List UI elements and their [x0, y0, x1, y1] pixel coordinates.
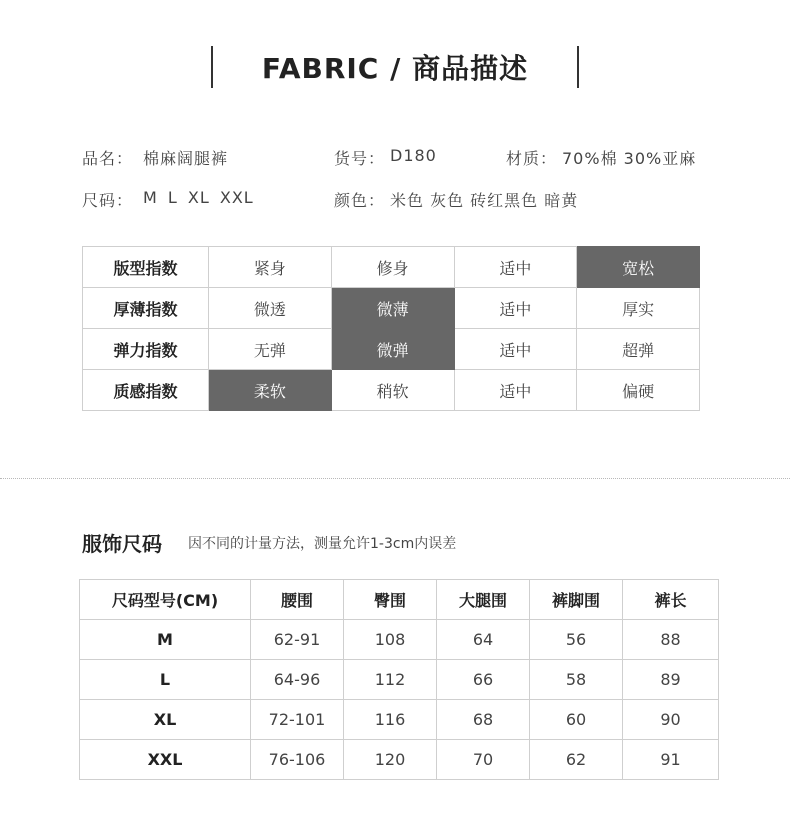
index-row: [83, 288, 700, 329]
index-option: 厚实: [577, 288, 700, 329]
size-chart-note: 因不同的计量方法，测量允许1-3cm内误差: [188, 536, 457, 552]
index-option: 适中: [454, 329, 577, 370]
size-column-header: 腰围: [251, 580, 344, 620]
measurement-cell: 89: [623, 660, 719, 700]
measurement-cell: 56: [530, 620, 623, 660]
size-code-cell: XXL: [80, 740, 251, 780]
size-code-cell: L: [80, 660, 251, 700]
measurement-cell: 116: [344, 700, 437, 740]
measurement-cell: 66: [437, 660, 530, 700]
measurement-cell: 88: [623, 620, 719, 660]
measurement-cell: 64: [437, 620, 530, 660]
index-option: 稍软: [331, 370, 454, 411]
measurement-cell: 108: [344, 620, 437, 660]
material-value: 70%棉 30%亚麻: [562, 149, 697, 168]
size-code-cell: XL: [80, 700, 251, 740]
measurement-cell: 72-101: [251, 700, 344, 740]
index-row: [83, 370, 700, 411]
size-header-row: [80, 580, 719, 620]
index-option: 超弹: [577, 329, 700, 370]
index-option: 紧身: [209, 247, 332, 288]
measurement-cell: 91: [623, 740, 719, 780]
index-option: 适中: [454, 370, 577, 411]
measurement-cell: 90: [623, 700, 719, 740]
size-row: [80, 660, 719, 700]
size-value: M L XL XXL: [143, 188, 254, 207]
measurement-cell: 120: [344, 740, 437, 780]
index-option: 偏硬: [577, 370, 700, 411]
index-option: 适中: [454, 247, 577, 288]
index-option: 适中: [454, 288, 577, 329]
index-option: 微透: [209, 288, 332, 329]
size-column-header: 尺码型号(CM): [80, 580, 251, 620]
index-option-selected: 微弹: [331, 329, 454, 370]
size-row: [80, 740, 719, 780]
measurement-cell: 60: [530, 700, 623, 740]
measurement-cell: 58: [530, 660, 623, 700]
size-chart-title: 服饰尺码: [82, 532, 162, 556]
material-label: 材质：: [506, 149, 558, 168]
size-code-cell: M: [80, 620, 251, 660]
size-column-header: 臀围: [344, 580, 437, 620]
color-value: 米色 灰色 砖红黑色 暗黄: [390, 191, 579, 210]
size-column-header: 裤长: [623, 580, 719, 620]
index-option-selected: 宽松: [577, 247, 700, 288]
color-label: 颜色：: [334, 191, 386, 210]
name-value: 棉麻阔腿裤: [143, 149, 229, 168]
index-row-label: 质感指数: [83, 370, 209, 411]
sku-value: D180: [390, 146, 437, 165]
size-label: 尺码：: [82, 191, 134, 210]
measurement-cell: 112: [344, 660, 437, 700]
measurement-cell: 68: [437, 700, 530, 740]
sku-label: 货号：: [334, 149, 386, 168]
index-row: [83, 329, 700, 370]
size-row: [80, 620, 719, 660]
size-row: [80, 700, 719, 740]
section-divider: [0, 478, 790, 479]
measurement-cell: 70: [437, 740, 530, 780]
measurement-cell: 64-96: [251, 660, 344, 700]
index-option: 无弹: [209, 329, 332, 370]
index-option: 修身: [331, 247, 454, 288]
measurement-cell: 62-91: [251, 620, 344, 660]
index-option-selected: 柔软: [209, 370, 332, 411]
index-row-label: 版型指数: [83, 247, 209, 288]
page-title: FABRIC / 商品描述: [261, 52, 529, 85]
index-row-label: 弹力指数: [83, 329, 209, 370]
size-column-header: 大腿围: [437, 580, 530, 620]
measurement-cell: 62: [530, 740, 623, 780]
size-chart-table: [79, 579, 719, 780]
measurement-cell: 76-106: [251, 740, 344, 780]
section-title-box: [211, 46, 579, 88]
index-row-label: 厚薄指数: [83, 288, 209, 329]
size-column-header: 裤脚围: [530, 580, 623, 620]
name-label: 品名：: [82, 149, 134, 168]
fabric-index-table: [82, 246, 700, 411]
index-option-selected: 微薄: [331, 288, 454, 329]
index-row: [83, 247, 700, 288]
